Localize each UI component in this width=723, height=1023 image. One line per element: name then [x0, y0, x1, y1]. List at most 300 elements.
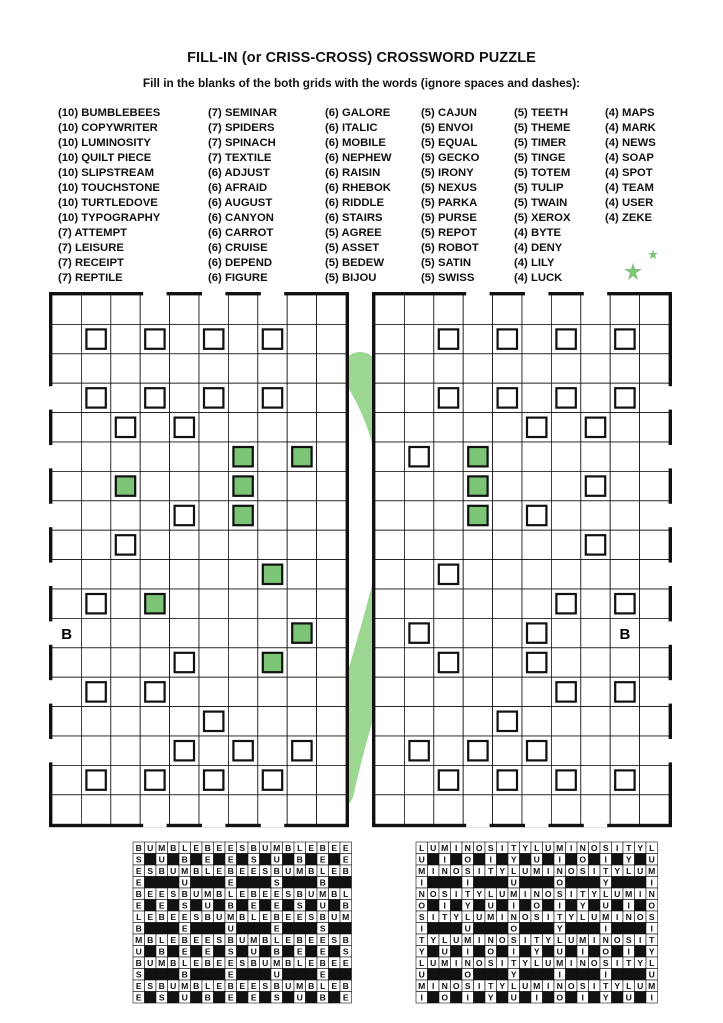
grid-cell[interactable]: [640, 707, 669, 736]
grid-cell[interactable]: [287, 677, 316, 706]
word-entry: (10) TOUCHSTONE: [58, 182, 160, 194]
grid-cell[interactable]: [375, 648, 404, 677]
grid-cell[interactable]: [228, 354, 257, 383]
grid-cell[interactable]: [199, 560, 228, 589]
grid-cell[interactable]: [404, 471, 433, 500]
grid-cell[interactable]: [581, 765, 610, 794]
grid-cell[interactable]: [375, 324, 404, 353]
grid-cell[interactable]: [258, 530, 287, 559]
grid-cell[interactable]: [170, 442, 199, 471]
solution-letter: I: [604, 923, 607, 934]
grid-cell[interactable]: [317, 354, 346, 383]
grid-cell[interactable]: [111, 765, 140, 794]
grid-cell[interactable]: [404, 324, 433, 353]
grid-cell[interactable]: [610, 648, 639, 677]
grid-cell[interactable]: [287, 765, 316, 794]
grid-cell[interactable]: [522, 383, 551, 412]
grid-cell[interactable]: [610, 442, 639, 471]
grid-cell[interactable]: [287, 295, 316, 324]
grid-cell[interactable]: [228, 295, 257, 324]
grid-cell[interactable]: [317, 295, 346, 324]
grid-cell[interactable]: [640, 589, 669, 618]
grid-cell[interactable]: [610, 354, 639, 383]
grid-cell[interactable]: [170, 589, 199, 618]
grid-cell[interactable]: [317, 736, 346, 765]
grid-cell[interactable]: [404, 677, 433, 706]
grid-cell[interactable]: [404, 707, 433, 736]
grid-cell[interactable]: [581, 442, 610, 471]
grid-cell[interactable]: [81, 471, 110, 500]
grid-cell[interactable]: [640, 471, 669, 500]
grid-cell[interactable]: [111, 736, 140, 765]
word-entry: (4) LUCK: [514, 272, 563, 284]
grid-cell[interactable]: [522, 765, 551, 794]
grid-cell[interactable]: [404, 530, 433, 559]
solution-cell: [329, 969, 341, 981]
grid-cell[interactable]: [493, 530, 522, 559]
grid-cell[interactable]: [199, 677, 228, 706]
grid-cell[interactable]: [551, 736, 580, 765]
grid-cell[interactable]: [375, 354, 404, 383]
solution-cell: [635, 969, 647, 981]
word-entry: (5) TINGE: [514, 152, 566, 164]
grid-cell[interactable]: [493, 295, 522, 324]
grid-cell[interactable]: [170, 765, 199, 794]
grid-cell[interactable]: [199, 736, 228, 765]
grid-cell[interactable]: [493, 413, 522, 442]
solution-cell: [497, 969, 509, 981]
grid-cell[interactable]: [111, 383, 140, 412]
grid-cell[interactable]: [404, 765, 433, 794]
grid-cell[interactable]: [140, 354, 169, 383]
grid-cell[interactable]: [317, 501, 346, 530]
grid-cell[interactable]: [522, 354, 551, 383]
grid-cell[interactable]: [375, 677, 404, 706]
grid-cell[interactable]: [287, 648, 316, 677]
grid-cell[interactable]: [52, 471, 81, 500]
grid-cell[interactable]: [258, 736, 287, 765]
grid-cell[interactable]: [140, 413, 169, 442]
grid-cell[interactable]: [493, 560, 522, 589]
grid-cell[interactable]: [52, 354, 81, 383]
grid-cell[interactable]: [493, 442, 522, 471]
grid-cell[interactable]: [375, 736, 404, 765]
grid-cell[interactable]: [170, 560, 199, 589]
grid-cell[interactable]: [610, 501, 639, 530]
grid-cell[interactable]: [463, 413, 492, 442]
solution-letter: I: [420, 923, 423, 934]
solution-letter: I: [489, 854, 492, 865]
grid-cell[interactable]: [81, 560, 110, 589]
solution-letter: Y: [510, 854, 517, 865]
grid-cell[interactable]: [287, 589, 316, 618]
grid-cell[interactable]: [228, 530, 257, 559]
grid-cell[interactable]: [610, 471, 639, 500]
grid-cell[interactable]: [199, 648, 228, 677]
grid-cell[interactable]: [317, 442, 346, 471]
solution-letter: T: [442, 911, 448, 922]
grid-cell[interactable]: [581, 354, 610, 383]
grid-cell[interactable]: [581, 677, 610, 706]
grid-cell[interactable]: [111, 324, 140, 353]
grid-cell[interactable]: [228, 560, 257, 589]
grid-cell[interactable]: [258, 618, 287, 647]
grid-cell[interactable]: [463, 383, 492, 412]
grid-cell[interactable]: [463, 560, 492, 589]
grid-cell[interactable]: [551, 471, 580, 500]
grid-cell[interactable]: [258, 442, 287, 471]
grid-cell[interactable]: [140, 442, 169, 471]
grid-cell[interactable]: [140, 560, 169, 589]
grid-cell[interactable]: [493, 354, 522, 383]
grid-cell[interactable]: [228, 383, 257, 412]
grid-cell[interactable]: [463, 618, 492, 647]
grid-cell[interactable]: [258, 589, 287, 618]
grid-cell[interactable]: [581, 618, 610, 647]
grid-cell[interactable]: [287, 501, 316, 530]
grid-cell[interactable]: [640, 324, 669, 353]
grid-cell[interactable]: [581, 324, 610, 353]
grid-cell[interactable]: [287, 383, 316, 412]
grid-cell[interactable]: [551, 442, 580, 471]
grid-cell[interactable]: [140, 530, 169, 559]
grid-cell[interactable]: [581, 648, 610, 677]
grid-cell[interactable]: [111, 501, 140, 530]
solution-letter: E: [193, 842, 200, 853]
grid-cell[interactable]: [287, 530, 316, 559]
word-entry: (7) SPIDERS: [208, 122, 275, 134]
grid-cell[interactable]: [52, 707, 81, 736]
grid-cell[interactable]: [140, 707, 169, 736]
grid-cell[interactable]: [287, 795, 316, 824]
grid-cell[interactable]: [81, 501, 110, 530]
grid-cell[interactable]: [199, 471, 228, 500]
grid-cell[interactable]: [434, 442, 463, 471]
grid-cell[interactable]: [375, 589, 404, 618]
grid-cell[interactable]: [228, 795, 257, 824]
grid-cell[interactable]: [52, 589, 81, 618]
grid-cell[interactable]: [228, 648, 257, 677]
grid-cell[interactable]: [551, 530, 580, 559]
grid-cell[interactable]: [404, 589, 433, 618]
grid-cell[interactable]: [404, 795, 433, 824]
grid-cell[interactable]: [317, 471, 346, 500]
grid-cell[interactable]: [522, 677, 551, 706]
grid-cell[interactable]: [463, 589, 492, 618]
grid-cell[interactable]: [463, 324, 492, 353]
grid-cell[interactable]: [375, 560, 404, 589]
grid-cell[interactable]: [258, 354, 287, 383]
grid-cell[interactable]: [258, 501, 287, 530]
grid-cell[interactable]: [581, 560, 610, 589]
grid-cell[interactable]: [551, 295, 580, 324]
grid-cell[interactable]: [551, 648, 580, 677]
grid-cell[interactable]: [434, 677, 463, 706]
grid-cell[interactable]: [140, 736, 169, 765]
grid-cell[interactable]: [522, 530, 551, 559]
grid-cell[interactable]: [493, 736, 522, 765]
grid-cell[interactable]: [287, 560, 316, 589]
edge-notch: [261, 292, 284, 305]
grid-cell[interactable]: [610, 530, 639, 559]
grid-cell[interactable]: [140, 618, 169, 647]
grid-cell[interactable]: [81, 736, 110, 765]
grid-cell[interactable]: [111, 589, 140, 618]
solution-letter: B: [296, 888, 303, 899]
grid-cell[interactable]: [81, 707, 110, 736]
grid-cell[interactable]: [199, 530, 228, 559]
word-entry: (5) ENVOI: [421, 122, 474, 134]
grid-cell[interactable]: [610, 560, 639, 589]
grid-cell[interactable]: [170, 795, 199, 824]
solution-cell: [294, 969, 306, 981]
grid-cell[interactable]: [228, 677, 257, 706]
grid-cell[interactable]: [111, 560, 140, 589]
grid-cell[interactable]: [434, 413, 463, 442]
grid-cell[interactable]: [551, 707, 580, 736]
grid-cell[interactable]: [493, 501, 522, 530]
grid-cell[interactable]: [317, 648, 346, 677]
grid-cell[interactable]: [522, 471, 551, 500]
grid-cell[interactable]: [434, 530, 463, 559]
grid-cell[interactable]: [463, 677, 492, 706]
grid-cell[interactable]: [375, 442, 404, 471]
grid-cell[interactable]: [404, 383, 433, 412]
grid-cell[interactable]: [493, 589, 522, 618]
grid-cell[interactable]: [640, 354, 669, 383]
grid-cell[interactable]: [640, 295, 669, 324]
grid-cell[interactable]: [640, 795, 669, 824]
grid-cell[interactable]: [522, 324, 551, 353]
grid-cell[interactable]: [375, 795, 404, 824]
grid-cell[interactable]: [228, 324, 257, 353]
black-square: [116, 418, 135, 437]
solution-cell: [485, 969, 497, 981]
grid-cell[interactable]: [375, 295, 404, 324]
solution-letter: O: [602, 946, 610, 957]
solution-letter: B: [158, 946, 165, 957]
grid-cell[interactable]: [522, 589, 551, 618]
grid-cell[interactable]: [228, 618, 257, 647]
grid-cell[interactable]: [317, 765, 346, 794]
grid-cell[interactable]: [317, 383, 346, 412]
grid-cell[interactable]: [170, 383, 199, 412]
grid-cell[interactable]: [81, 795, 110, 824]
word-entry: (6) CARROT: [208, 227, 274, 239]
grid-cell[interactable]: [111, 648, 140, 677]
grid-cell[interactable]: [287, 707, 316, 736]
grid-cell[interactable]: [434, 501, 463, 530]
grid-cell[interactable]: [404, 560, 433, 589]
grid-cell[interactable]: [258, 413, 287, 442]
grid-cell[interactable]: [610, 295, 639, 324]
grid-cell[interactable]: [463, 530, 492, 559]
grid-cell[interactable]: [81, 295, 110, 324]
grid-cell[interactable]: [258, 677, 287, 706]
grid-cell[interactable]: [375, 471, 404, 500]
grid-cell[interactable]: [581, 383, 610, 412]
grid-cell[interactable]: [52, 795, 81, 824]
grid-cell[interactable]: [287, 324, 316, 353]
grid-cell[interactable]: [610, 795, 639, 824]
grid-cell[interactable]: [199, 589, 228, 618]
grid-cell[interactable]: [522, 442, 551, 471]
grid-cell[interactable]: [111, 618, 140, 647]
grid-cell[interactable]: [287, 413, 316, 442]
grid-cell[interactable]: [434, 354, 463, 383]
grid-cell[interactable]: [404, 501, 433, 530]
grid-cell[interactable]: [463, 354, 492, 383]
grid-cell[interactable]: [228, 707, 257, 736]
solution-letter: U: [453, 934, 460, 945]
grid-cell[interactable]: [640, 530, 669, 559]
grid-cell[interactable]: [581, 736, 610, 765]
grid-cell[interactable]: [317, 324, 346, 353]
grid-cell[interactable]: [640, 413, 669, 442]
grid-cell[interactable]: [463, 707, 492, 736]
solution-letter: B: [342, 934, 349, 945]
grid-cell[interactable]: [493, 677, 522, 706]
grid-cell[interactable]: [317, 589, 346, 618]
grid-cell[interactable]: [81, 530, 110, 559]
grid-cell[interactable]: [111, 707, 140, 736]
solution-letter: S: [487, 957, 494, 968]
grid-cell[interactable]: [52, 648, 81, 677]
grid-cell[interactable]: [375, 413, 404, 442]
grid-cell[interactable]: [228, 413, 257, 442]
grid-cell[interactable]: [140, 471, 169, 500]
solution-letter: I: [604, 969, 607, 980]
grid-cell[interactable]: [404, 648, 433, 677]
grid-cell[interactable]: [493, 471, 522, 500]
grid-cell[interactable]: [375, 530, 404, 559]
grid-cell[interactable]: [111, 442, 140, 471]
grid-cell[interactable]: [463, 648, 492, 677]
grid-cell[interactable]: [522, 707, 551, 736]
grid-cell[interactable]: [199, 413, 228, 442]
grid-cell[interactable]: [551, 560, 580, 589]
grid-cell[interactable]: [170, 354, 199, 383]
grid-cell[interactable]: [493, 648, 522, 677]
solution-letter: E: [227, 992, 234, 1003]
grid-cell[interactable]: [111, 295, 140, 324]
grid-cell[interactable]: [199, 618, 228, 647]
word-entry: (6) FIGURE: [208, 272, 268, 284]
grid-cell[interactable]: [170, 324, 199, 353]
grid-cell[interactable]: [81, 618, 110, 647]
grid-cell[interactable]: [140, 501, 169, 530]
grid-cell[interactable]: [404, 413, 433, 442]
grid-cell[interactable]: [317, 795, 346, 824]
grid-cell[interactable]: [199, 354, 228, 383]
grid-cell[interactable]: [199, 442, 228, 471]
grid-cell[interactable]: [434, 795, 463, 824]
grid-cell[interactable]: [434, 471, 463, 500]
grid-cell[interactable]: [375, 765, 404, 794]
grid-cell[interactable]: [551, 413, 580, 442]
solution-letter: S: [464, 865, 471, 876]
grid-cell[interactable]: [228, 589, 257, 618]
grid-cell[interactable]: [375, 501, 404, 530]
grid-cell[interactable]: [551, 618, 580, 647]
grid-cell[interactable]: [581, 501, 610, 530]
grid-cell[interactable]: [317, 707, 346, 736]
grid-cell[interactable]: [111, 795, 140, 824]
word-entry: (4) TEAM: [605, 182, 654, 194]
word-entry: (6) DEPEND: [208, 257, 273, 269]
grid-cell[interactable]: [434, 618, 463, 647]
grid-cell[interactable]: [551, 501, 580, 530]
grid-cell[interactable]: [170, 707, 199, 736]
grid-cell[interactable]: [52, 765, 81, 794]
grid-cell[interactable]: [434, 707, 463, 736]
grid-cell[interactable]: [522, 560, 551, 589]
grid-cell[interactable]: [199, 501, 228, 530]
grid-cell[interactable]: [111, 677, 140, 706]
grid-cell[interactable]: [581, 707, 610, 736]
grid-cell[interactable]: [317, 530, 346, 559]
grid-cell[interactable]: [52, 324, 81, 353]
grid-cell[interactable]: [610, 736, 639, 765]
grid-cell[interactable]: [640, 765, 669, 794]
grid-cell[interactable]: [375, 707, 404, 736]
grid-cell[interactable]: [581, 589, 610, 618]
grid-cell[interactable]: [493, 618, 522, 647]
grid-cell[interactable]: [287, 354, 316, 383]
grid-cell[interactable]: [170, 530, 199, 559]
grid-cell[interactable]: [493, 795, 522, 824]
grid-cell[interactable]: [463, 765, 492, 794]
grid-cell[interactable]: [258, 707, 287, 736]
grid-cell[interactable]: [287, 471, 316, 500]
grid-cell[interactable]: [317, 413, 346, 442]
grid-cell[interactable]: [258, 471, 287, 500]
grid-cell[interactable]: [81, 413, 110, 442]
grid-cell[interactable]: [434, 736, 463, 765]
grid-cell[interactable]: [434, 295, 463, 324]
grid-cell[interactable]: [375, 383, 404, 412]
grid-cell[interactable]: [317, 618, 346, 647]
grid-cell[interactable]: [140, 648, 169, 677]
grid-cell[interactable]: [610, 707, 639, 736]
grid-cell[interactable]: [434, 589, 463, 618]
grid-cell[interactable]: [375, 618, 404, 647]
grid-cell[interactable]: [228, 765, 257, 794]
solution-letter: B: [273, 911, 280, 922]
grid-cell[interactable]: [551, 354, 580, 383]
solution-letter: O: [521, 911, 529, 922]
grid-cell[interactable]: [52, 530, 81, 559]
grid-cell[interactable]: [317, 560, 346, 589]
grid-cell[interactable]: [111, 354, 140, 383]
grid-cell[interactable]: [170, 295, 199, 324]
grid-cell[interactable]: [640, 648, 669, 677]
grid-cell[interactable]: [52, 413, 81, 442]
grid-cell[interactable]: [404, 354, 433, 383]
grid-cell[interactable]: [610, 413, 639, 442]
grid-cell[interactable]: [317, 677, 346, 706]
grid-cell[interactable]: [404, 295, 433, 324]
grid-cell[interactable]: [170, 471, 199, 500]
grid-cell[interactable]: [81, 354, 110, 383]
grid-cell[interactable]: [170, 618, 199, 647]
grid-cell[interactable]: [81, 648, 110, 677]
grid-cell[interactable]: [170, 677, 199, 706]
grid-cell[interactable]: [551, 795, 580, 824]
grid-cell[interactable]: [52, 295, 81, 324]
solution-letter: U: [430, 842, 437, 853]
grid-cell[interactable]: [81, 442, 110, 471]
